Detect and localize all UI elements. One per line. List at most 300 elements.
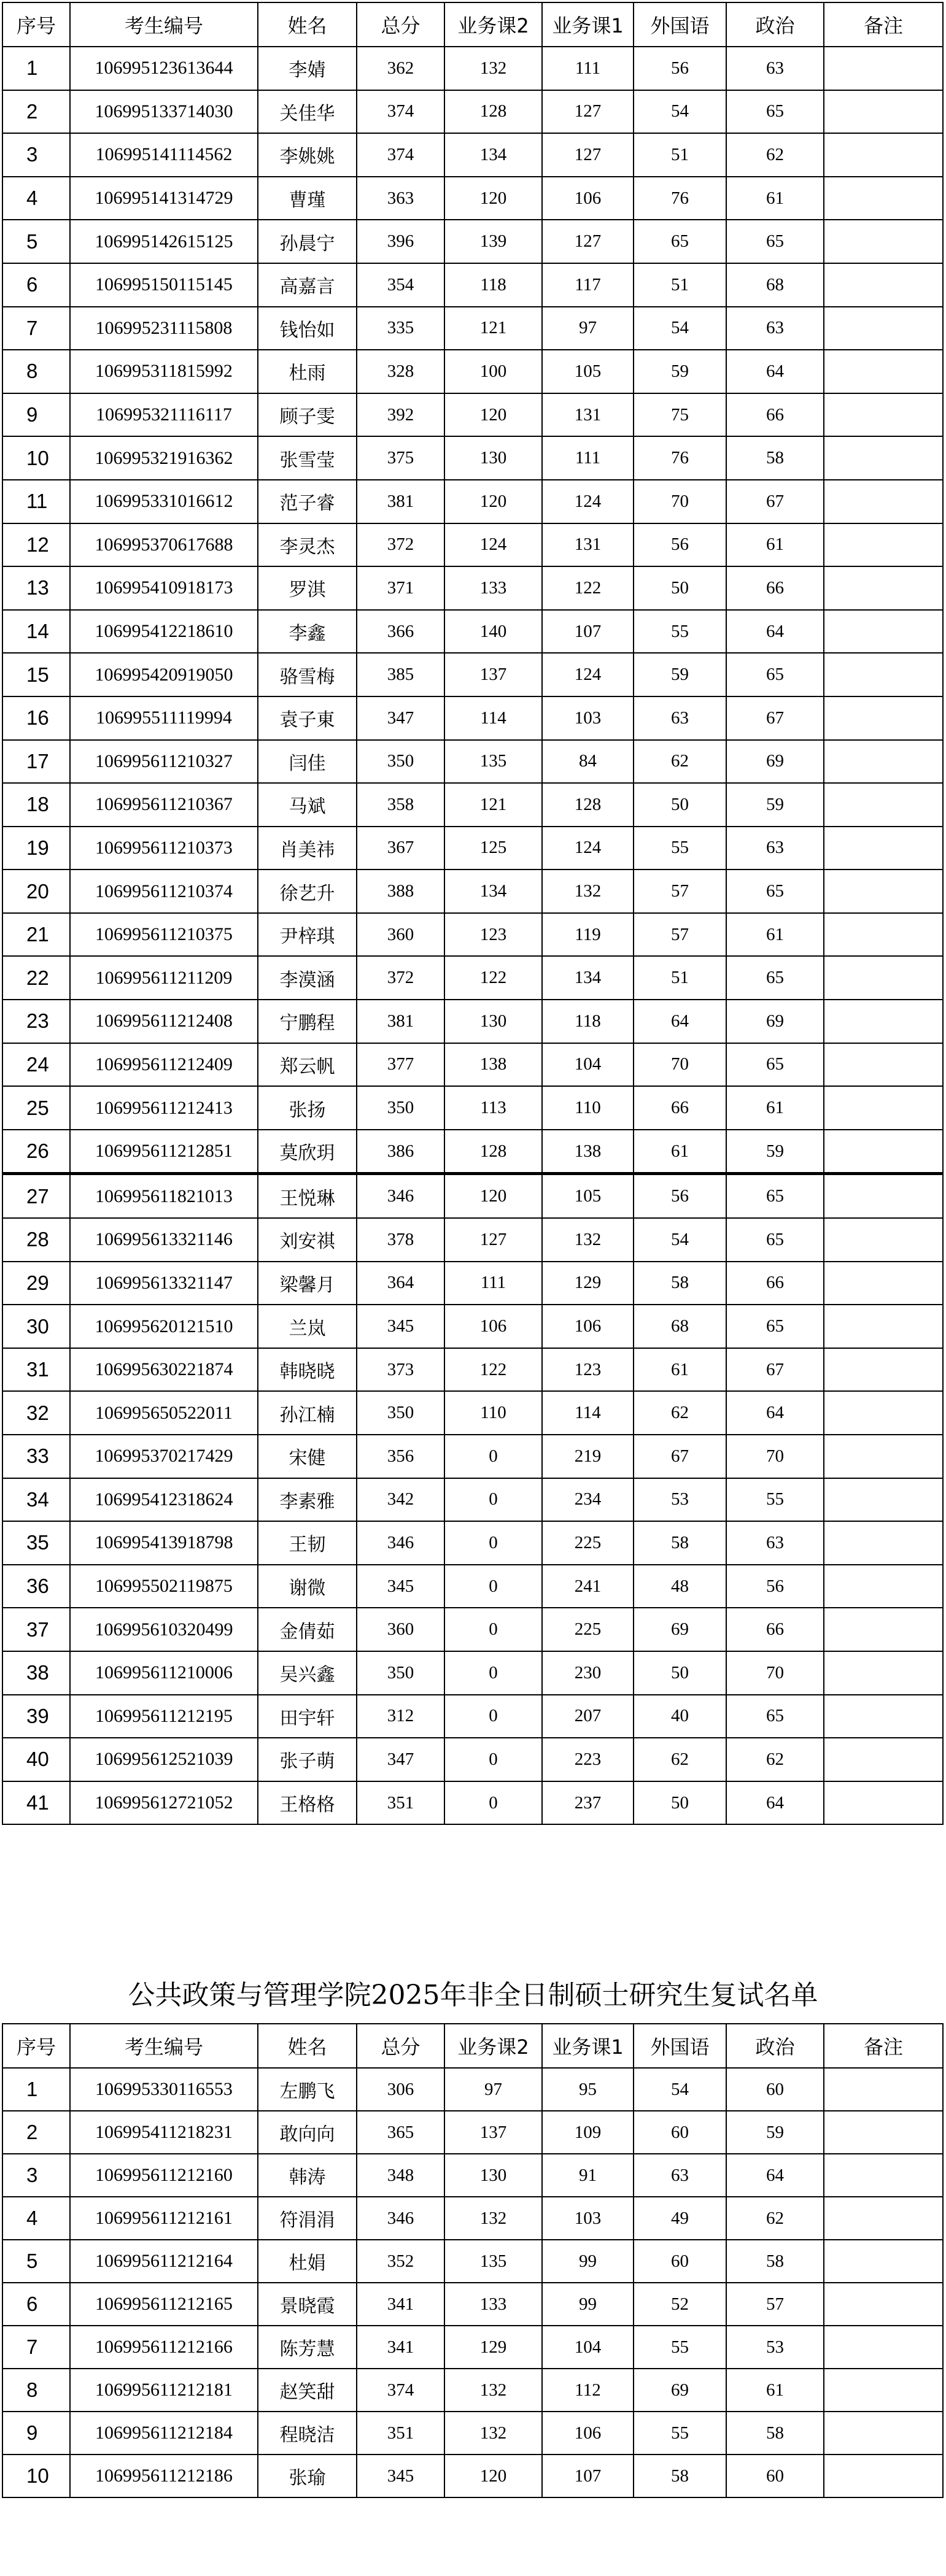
cell-name: 谢微: [258, 1565, 357, 1608]
cell-course2: 114: [444, 696, 542, 740]
cell-course2: 133: [444, 566, 542, 610]
cell-course2: 129: [444, 2326, 542, 2369]
cell-name: 尹梓琪: [258, 913, 357, 957]
cell-course2: 111: [444, 1262, 542, 1305]
cell-exam-id: 106995611212184: [70, 2412, 258, 2455]
cell-politics: 65: [726, 1043, 824, 1087]
cell-exam-id: 106995611210327: [70, 740, 258, 784]
cell-seq: 34: [2, 1478, 70, 1522]
table-row: [2, 47, 943, 90]
section-title-parttime: 公共政策与管理学院2025年非全日制硕士研究生复试名单: [128, 1980, 818, 2011]
cell-name: 敢向向: [258, 2111, 357, 2154]
table-header-row: [2, 2, 943, 47]
cell-exam-id: 106995611210373: [70, 827, 258, 870]
cell-politics: 65: [726, 653, 824, 696]
cell-seq: 14: [2, 610, 70, 654]
cell-name: 李婧: [258, 47, 357, 90]
table-row: [2, 1348, 943, 1392]
cell-course1: 107: [542, 610, 634, 654]
cell-foreign-language: 76: [634, 436, 726, 480]
cell-seq: 5: [2, 2240, 70, 2283]
cell-foreign-language: 40: [634, 1695, 726, 1738]
cell-name: 袁子東: [258, 696, 357, 740]
cell-seq: 27: [2, 1174, 70, 1218]
table-row: [2, 1174, 943, 1218]
cell-name: 杜娟: [258, 2240, 357, 2283]
header-course2: 业务课2: [444, 2, 542, 47]
cell-remarks: [824, 1043, 943, 1087]
header-foreign-language: 外国语: [634, 2, 726, 47]
cell-total: 374: [357, 90, 444, 134]
cell-foreign-language: 69: [634, 2369, 726, 2412]
cell-remarks: [824, 610, 943, 654]
cell-foreign-language: 58: [634, 1262, 726, 1305]
cell-name: 符涓涓: [258, 2197, 357, 2240]
cell-exam-id: 106995420919050: [70, 653, 258, 696]
table-row: [2, 263, 943, 307]
cell-name: 骆雪梅: [258, 653, 357, 696]
cell-total: 373: [357, 1348, 444, 1392]
cell-politics: 63: [726, 1521, 824, 1565]
cell-exam-id: 106995311815992: [70, 350, 258, 393]
cell-course1: 106: [542, 2412, 634, 2455]
cell-course2: 125: [444, 827, 542, 870]
header-exam-id: 考生编号: [70, 2, 258, 47]
table-row: [2, 220, 943, 263]
cell-seq: 11: [2, 480, 70, 523]
cell-total: 372: [357, 523, 444, 567]
cell-course2: 106: [444, 1305, 542, 1348]
cell-foreign-language: 51: [634, 956, 726, 1000]
table-row: [2, 610, 943, 654]
cell-exam-id: 106995620121510: [70, 1305, 258, 1348]
cell-foreign-language: 49: [634, 2197, 726, 2240]
table-row: [2, 436, 943, 480]
cell-seq: 8: [2, 350, 70, 393]
cell-course2: 134: [444, 133, 542, 177]
cell-course2: 135: [444, 2240, 542, 2283]
cell-foreign-language: 64: [634, 1000, 726, 1043]
cell-course2: 122: [444, 1348, 542, 1392]
cell-course1: 122: [542, 566, 634, 610]
cell-total: 350: [357, 1651, 444, 1695]
cell-total: 388: [357, 870, 444, 913]
cell-seq: 19: [2, 827, 70, 870]
table-row: [2, 653, 943, 696]
cell-remarks: [824, 653, 943, 696]
header-course1: 业务课1: [542, 2024, 634, 2068]
cell-total: 386: [357, 1130, 444, 1174]
table-row: [2, 2283, 943, 2326]
cell-exam-id: 106995123613644: [70, 47, 258, 90]
cell-total: 346: [357, 1174, 444, 1218]
cell-course2: 132: [444, 2197, 542, 2240]
cell-exam-id: 106995502119875: [70, 1565, 258, 1608]
cell-course1: 223: [542, 1738, 634, 1781]
cell-course2: 137: [444, 653, 542, 696]
cell-course2: 120: [444, 1174, 542, 1218]
header-course1: 业务课1: [542, 2, 634, 47]
cell-total: 345: [357, 2455, 444, 2497]
cell-total: 381: [357, 1000, 444, 1043]
header-politics: 政治: [726, 2, 824, 47]
cell-seq: 31: [2, 1348, 70, 1392]
cell-exam-id: 106995611821013: [70, 1174, 258, 1218]
cell-name: 范子睿: [258, 480, 357, 523]
cell-course1: 127: [542, 133, 634, 177]
cell-foreign-language: 50: [634, 783, 726, 827]
cell-course1: 104: [542, 1043, 634, 1087]
cell-politics: 61: [726, 913, 824, 957]
cell-politics: 61: [726, 177, 824, 220]
cell-exam-id: 106995611210374: [70, 870, 258, 913]
cell-total: 360: [357, 913, 444, 957]
cell-total: 341: [357, 2326, 444, 2369]
cell-total: 345: [357, 1565, 444, 1608]
table-row: [2, 1651, 943, 1695]
table-row: [2, 1130, 943, 1174]
cell-course1: 124: [542, 480, 634, 523]
cell-seq: 10: [2, 436, 70, 480]
cell-course2: 0: [444, 1478, 542, 1522]
cell-politics: 66: [726, 393, 824, 437]
cell-name: 兰岚: [258, 1305, 357, 1348]
cell-total: 385: [357, 653, 444, 696]
table-row: [2, 2412, 943, 2455]
cell-exam-id: 106995611212851: [70, 1130, 258, 1174]
cell-seq: 9: [2, 393, 70, 437]
cell-total: 367: [357, 827, 444, 870]
cell-exam-id: 106995133714030: [70, 90, 258, 134]
cell-foreign-language: 61: [634, 1130, 726, 1174]
cell-politics: 64: [726, 610, 824, 654]
cell-foreign-language: 63: [634, 696, 726, 740]
cell-foreign-language: 54: [634, 1218, 726, 1262]
cell-remarks: [824, 133, 943, 177]
cell-name: 徐艺升: [258, 870, 357, 913]
cell-exam-id: 106995630221874: [70, 1348, 258, 1392]
cell-exam-id: 106995370617688: [70, 523, 258, 567]
cell-course2: 130: [444, 2154, 542, 2197]
table-row: [2, 696, 943, 740]
cell-politics: 64: [726, 2154, 824, 2197]
admission-table-parttime: [2, 2023, 944, 2498]
table-row: [2, 2369, 943, 2412]
cell-name: 梁馨月: [258, 1262, 357, 1305]
cell-course2: 130: [444, 1000, 542, 1043]
cell-foreign-language: 50: [634, 1651, 726, 1695]
cell-course2: 97: [444, 2068, 542, 2111]
cell-course2: 120: [444, 177, 542, 220]
cell-foreign-language: 55: [634, 2326, 726, 2369]
cell-remarks: [824, 2154, 943, 2197]
cell-name: 李素雅: [258, 1478, 357, 1522]
cell-foreign-language: 55: [634, 2412, 726, 2455]
cell-seq: 6: [2, 2283, 70, 2326]
cell-course1: 241: [542, 1565, 634, 1608]
table-row: [2, 740, 943, 784]
cell-course2: 132: [444, 2412, 542, 2455]
cell-foreign-language: 59: [634, 350, 726, 393]
cell-foreign-language: 63: [634, 2154, 726, 2197]
cell-foreign-language: 67: [634, 1435, 726, 1478]
cell-foreign-language: 54: [634, 90, 726, 134]
cell-total: 374: [357, 133, 444, 177]
cell-remarks: [824, 740, 943, 784]
cell-seq: 26: [2, 1130, 70, 1174]
cell-course2: 128: [444, 90, 542, 134]
cell-politics: 57: [726, 2283, 824, 2326]
table-row: [2, 2197, 943, 2240]
cell-foreign-language: 62: [634, 1391, 726, 1435]
table-row: [2, 480, 943, 523]
cell-politics: 58: [726, 436, 824, 480]
table-row: [2, 1781, 943, 1825]
cell-course2: 123: [444, 913, 542, 957]
cell-politics: 67: [726, 1348, 824, 1392]
table-row: [2, 783, 943, 827]
cell-course2: 132: [444, 47, 542, 90]
table-row: [2, 1086, 943, 1130]
cell-foreign-language: 50: [634, 566, 726, 610]
header-exam-id: 考生编号: [70, 2024, 258, 2068]
table-row: [2, 1391, 943, 1435]
cell-exam-id: 106995411218231: [70, 2111, 258, 2154]
cell-exam-id: 106995611212181: [70, 2369, 258, 2412]
cell-exam-id: 106995611212195: [70, 1695, 258, 1738]
cell-politics: 59: [726, 1130, 824, 1174]
header-seq: 序号: [2, 2, 70, 47]
header-politics: 政治: [726, 2024, 824, 2068]
cell-remarks: [824, 2283, 943, 2326]
cell-total: 360: [357, 1608, 444, 1651]
cell-foreign-language: 62: [634, 1738, 726, 1781]
cell-remarks: [824, 696, 943, 740]
cell-remarks: [824, 1305, 943, 1348]
header-remarks: 备注: [824, 2, 943, 47]
cell-course2: 0: [444, 1781, 542, 1825]
cell-politics: 58: [726, 2240, 824, 2283]
cell-course2: 110: [444, 1391, 542, 1435]
cell-exam-id: 106995330116553: [70, 2068, 258, 2111]
table-row: [2, 2111, 943, 2154]
cell-total: 351: [357, 2412, 444, 2455]
cell-remarks: [824, 1651, 943, 1695]
cell-name: 郑云帆: [258, 1043, 357, 1087]
cell-name: 田宇轩: [258, 1695, 357, 1738]
cell-seq: 12: [2, 523, 70, 567]
cell-course2: 130: [444, 436, 542, 480]
cell-course1: 131: [542, 523, 634, 567]
table-row: [2, 956, 943, 1000]
cell-total: 366: [357, 610, 444, 654]
cell-foreign-language: 65: [634, 220, 726, 263]
cell-remarks: [824, 523, 943, 567]
cell-seq: 15: [2, 653, 70, 696]
cell-name: 张雪莹: [258, 436, 357, 480]
cell-course1: 237: [542, 1781, 634, 1825]
table-row: [2, 1435, 943, 1478]
cell-course2: 0: [444, 1565, 542, 1608]
cell-total: 378: [357, 1218, 444, 1262]
cell-course2: 118: [444, 263, 542, 307]
cell-name: 李姚姚: [258, 133, 357, 177]
cell-exam-id: 106995612721052: [70, 1781, 258, 1825]
cell-seq: 8: [2, 2369, 70, 2412]
cell-seq: 2: [2, 2111, 70, 2154]
table-row: [2, 1608, 943, 1651]
table-row: [2, 1305, 943, 1348]
cell-exam-id: 106995613321147: [70, 1262, 258, 1305]
cell-name: 马斌: [258, 783, 357, 827]
admission-table-fulltime: [2, 2, 944, 1825]
cell-seq: 9: [2, 2412, 70, 2455]
cell-remarks: [824, 566, 943, 610]
cell-course1: 91: [542, 2154, 634, 2197]
cell-course2: 124: [444, 523, 542, 567]
cell-remarks: [824, 2369, 943, 2412]
cell-name: 赵笑甜: [258, 2369, 357, 2412]
cell-exam-id: 106995611212413: [70, 1086, 258, 1130]
cell-politics: 67: [726, 696, 824, 740]
cell-politics: 70: [726, 1435, 824, 1478]
cell-name: 钱怡如: [258, 307, 357, 350]
cell-total: 306: [357, 2068, 444, 2111]
cell-total: 350: [357, 740, 444, 784]
cell-remarks: [824, 2197, 943, 2240]
table-row: [2, 1738, 943, 1781]
cell-total: 348: [357, 2154, 444, 2197]
cell-total: 377: [357, 1043, 444, 1087]
cell-remarks: [824, 2455, 943, 2497]
cell-course1: 230: [542, 1651, 634, 1695]
cell-total: 351: [357, 1781, 444, 1825]
cell-seq: 7: [2, 2326, 70, 2369]
cell-total: 312: [357, 1695, 444, 1738]
cell-name: 张子萌: [258, 1738, 357, 1781]
cell-exam-id: 106995511119994: [70, 696, 258, 740]
table-row: [2, 307, 943, 350]
cell-politics: 64: [726, 1391, 824, 1435]
cell-course1: 128: [542, 783, 634, 827]
cell-remarks: [824, 1000, 943, 1043]
cell-foreign-language: 75: [634, 393, 726, 437]
cell-exam-id: 106995141114562: [70, 133, 258, 177]
cell-exam-id: 106995611212164: [70, 2240, 258, 2283]
cell-seq: 3: [2, 2154, 70, 2197]
cell-exam-id: 106995611210367: [70, 783, 258, 827]
cell-exam-id: 106995650522011: [70, 1391, 258, 1435]
cell-exam-id: 106995611212165: [70, 2283, 258, 2326]
cell-exam-id: 106995321916362: [70, 436, 258, 480]
cell-course2: 0: [444, 1435, 542, 1478]
cell-total: 345: [357, 1305, 444, 1348]
cell-foreign-language: 62: [634, 740, 726, 784]
cell-name: 顾子雯: [258, 393, 357, 437]
cell-course1: 111: [542, 47, 634, 90]
cell-name: 王韧: [258, 1521, 357, 1565]
cell-total: 381: [357, 480, 444, 523]
cell-foreign-language: 59: [634, 653, 726, 696]
table-row: [2, 870, 943, 913]
table-row: [2, 1000, 943, 1043]
cell-exam-id: 106995611212408: [70, 1000, 258, 1043]
cell-total: 354: [357, 263, 444, 307]
cell-seq: 10: [2, 2455, 70, 2497]
cell-politics: 65: [726, 220, 824, 263]
cell-remarks: [824, 2412, 943, 2455]
cell-course2: 138: [444, 1043, 542, 1087]
table-row: [2, 177, 943, 220]
cell-name: 杜雨: [258, 350, 357, 393]
cell-course1: 234: [542, 1478, 634, 1522]
cell-foreign-language: 57: [634, 870, 726, 913]
cell-politics: 62: [726, 2197, 824, 2240]
cell-course1: 127: [542, 90, 634, 134]
cell-remarks: [824, 1130, 943, 1174]
cell-seq: 4: [2, 177, 70, 220]
cell-foreign-language: 69: [634, 1608, 726, 1651]
cell-politics: 58: [726, 2412, 824, 2455]
cell-course1: 95: [542, 2068, 634, 2111]
cell-foreign-language: 50: [634, 1781, 726, 1825]
cell-politics: 65: [726, 1174, 824, 1218]
cell-total: 342: [357, 1478, 444, 1522]
cell-name: 陈芳慧: [258, 2326, 357, 2369]
cell-course1: 105: [542, 1174, 634, 1218]
table-row: [2, 350, 943, 393]
cell-total: 328: [357, 350, 444, 393]
cell-name: 闫佳: [258, 740, 357, 784]
cell-seq: 5: [2, 220, 70, 263]
cell-course2: 120: [444, 480, 542, 523]
cell-course1: 114: [542, 1391, 634, 1435]
cell-remarks: [824, 1435, 943, 1478]
cell-exam-id: 106995331016612: [70, 480, 258, 523]
cell-course1: 124: [542, 653, 634, 696]
cell-exam-id: 106995610320499: [70, 1608, 258, 1651]
cell-total: 356: [357, 1435, 444, 1478]
cell-total: 374: [357, 2369, 444, 2412]
table-row: [2, 2068, 943, 2111]
cell-course1: 105: [542, 350, 634, 393]
cell-foreign-language: 51: [634, 133, 726, 177]
cell-remarks: [824, 2111, 943, 2154]
cell-remarks: [824, 480, 943, 523]
cell-politics: 65: [726, 90, 824, 134]
cell-course1: 112: [542, 2369, 634, 2412]
cell-course1: 131: [542, 393, 634, 437]
cell-name: 孙晨宁: [258, 220, 357, 263]
cell-remarks: [824, 1781, 943, 1825]
cell-name: 张瑜: [258, 2455, 357, 2497]
cell-remarks: [824, 1086, 943, 1130]
cell-exam-id: 106995611210375: [70, 913, 258, 957]
cell-total: 375: [357, 436, 444, 480]
header-seq: 序号: [2, 2024, 70, 2068]
cell-total: 363: [357, 177, 444, 220]
cell-seq: 6: [2, 263, 70, 307]
cell-foreign-language: 54: [634, 307, 726, 350]
cell-name: 高嘉言: [258, 263, 357, 307]
cell-remarks: [824, 913, 943, 957]
cell-exam-id: 106995611212186: [70, 2455, 258, 2497]
cell-course1: 104: [542, 2326, 634, 2369]
cell-course1: 106: [542, 177, 634, 220]
cell-remarks: [824, 1262, 943, 1305]
cell-course1: 99: [542, 2283, 634, 2326]
cell-politics: 65: [726, 870, 824, 913]
